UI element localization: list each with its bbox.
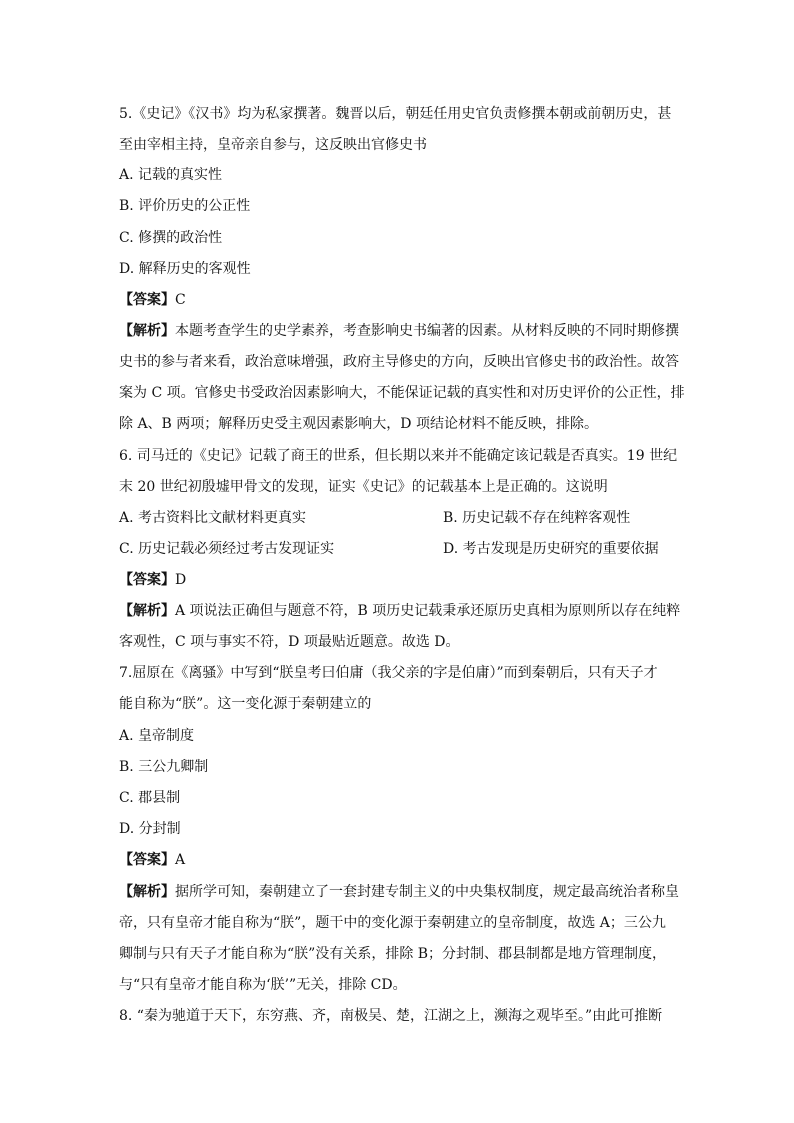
answer-value: A xyxy=(175,852,186,868)
q6-option-d: D. 考古发现是历史研究的重要依据 xyxy=(443,541,659,557)
q5-option-a: A. 记载的真实性 xyxy=(119,167,223,183)
q5-analysis-line3: 案为 C 项。官修史书受政治因素影响大，不能保证记载的真实性和对历史评价的公正性，排 xyxy=(119,385,685,401)
q5-option-c: C. 修撰的政治性 xyxy=(119,230,223,246)
q7-stem-line1: 7.屈原在《离骚》中写到“朕皇考曰伯庸（我父亲的字是伯庸）”而到秦朝后，只有天子才 xyxy=(119,665,658,681)
q5-answer xyxy=(119,290,679,310)
q6-analysis-line2: 客观性，C 项与事实不符，D 项最贴近题意。故选 D。 xyxy=(119,634,460,650)
analysis-label: 【解析】 xyxy=(119,603,175,619)
q8-stem-line1: 8. “秦为驰道于天下，东穷燕、齐，南极吴、楚，江湖之上，濒海之观毕至。”由此可推断 xyxy=(119,1008,663,1024)
analysis-label: 【解析】 xyxy=(119,323,175,339)
answer-label: 【答案】 xyxy=(119,852,175,868)
q6-stem-line2: 末 20 世纪初殷墟甲骨文的发现，证实《史记》的记载基本上是正确的。这说明 xyxy=(119,479,608,495)
q6-answer xyxy=(119,570,679,590)
q7-option-d: D. 分封制 xyxy=(119,821,181,837)
q7-option-c: C. 郡县制 xyxy=(119,790,181,806)
q7-analysis-line4: 与“只有皇帝才能自称为‘朕’”无关，排除 CD。 xyxy=(119,977,407,993)
q5-analysis-line2: 史书的参与者来看，政治意味增强，政府主导修史的方向，反映出官修史书的政治性。故答 xyxy=(119,354,679,370)
q7-analysis-line1 xyxy=(119,882,679,902)
analysis-text: 据所学可知，秦朝建立了一套封建专制主义的中央集权制度，规定最高统治者称皇 xyxy=(175,884,679,900)
answer-label: 【答案】 xyxy=(119,292,175,308)
analysis-label: 【解析】 xyxy=(119,884,175,900)
q7-stem-line2: 能自称为“朕”。这一变化源于秦朝建立的 xyxy=(119,696,372,712)
q5-option-d: D. 解释历史的客观性 xyxy=(119,261,251,277)
q5-analysis-line4: 除 A、B 两项；解释历史受主观因素影响大，D 项结论材料不能反映，排除。 xyxy=(119,416,598,432)
q6-stem-line1: 6. 司马迁的《史记》记载了商王的世系，但长期以来并不能确定该记载是否真实。19 世纪 xyxy=(119,448,678,464)
q5-stem-line2: 至由宰相主持，皇帝亲自参与，这反映出官修史书 xyxy=(119,137,427,153)
answer-value: D xyxy=(175,572,187,588)
q5-analysis-line1 xyxy=(119,321,679,341)
q6-analysis-line1 xyxy=(119,601,679,621)
answer-value: C xyxy=(175,292,186,308)
analysis-text: 本题考查学生的史学素养，考查影响史书编著的因素。从材料反映的不同时期修撰 xyxy=(175,323,679,339)
answer-label: 【答案】 xyxy=(119,572,175,588)
q5-option-b: B. 评价历史的公正性 xyxy=(119,198,251,214)
q7-answer xyxy=(119,850,679,870)
q7-analysis-line3: 卿制与只有天子才能自称为“朕”没有关系，排除 B；分封制、郡县制都是地方管理制度， xyxy=(119,946,667,962)
q7-option-b: B. 三公九卿制 xyxy=(119,759,209,775)
q6-option-a: A. 考古资料比文献材料更真实 xyxy=(119,510,307,526)
q7-option-a: A. 皇帝制度 xyxy=(119,728,195,744)
q5-stem-line1: 5.《史记》《汉书》均为私家撰著。魏晋以后，朝廷任用史官负责修撰本朝或前朝历史，甚 xyxy=(119,106,672,122)
q6-option-c: C. 历史记载必须经过考古发现证实 xyxy=(119,541,335,557)
analysis-text: A 项说法正确但与题意不符，B 项历史记载秉承还原历史真相为原则所以存在纯粹 xyxy=(175,603,681,619)
q6-option-b: B. 历史记载不存在纯粹客观性 xyxy=(443,510,631,526)
q7-analysis-line2: 帝，只有皇帝才能自称为“朕”，题干中的变化源于秦朝建立的皇帝制度，故选 A；三公九 xyxy=(119,915,666,931)
